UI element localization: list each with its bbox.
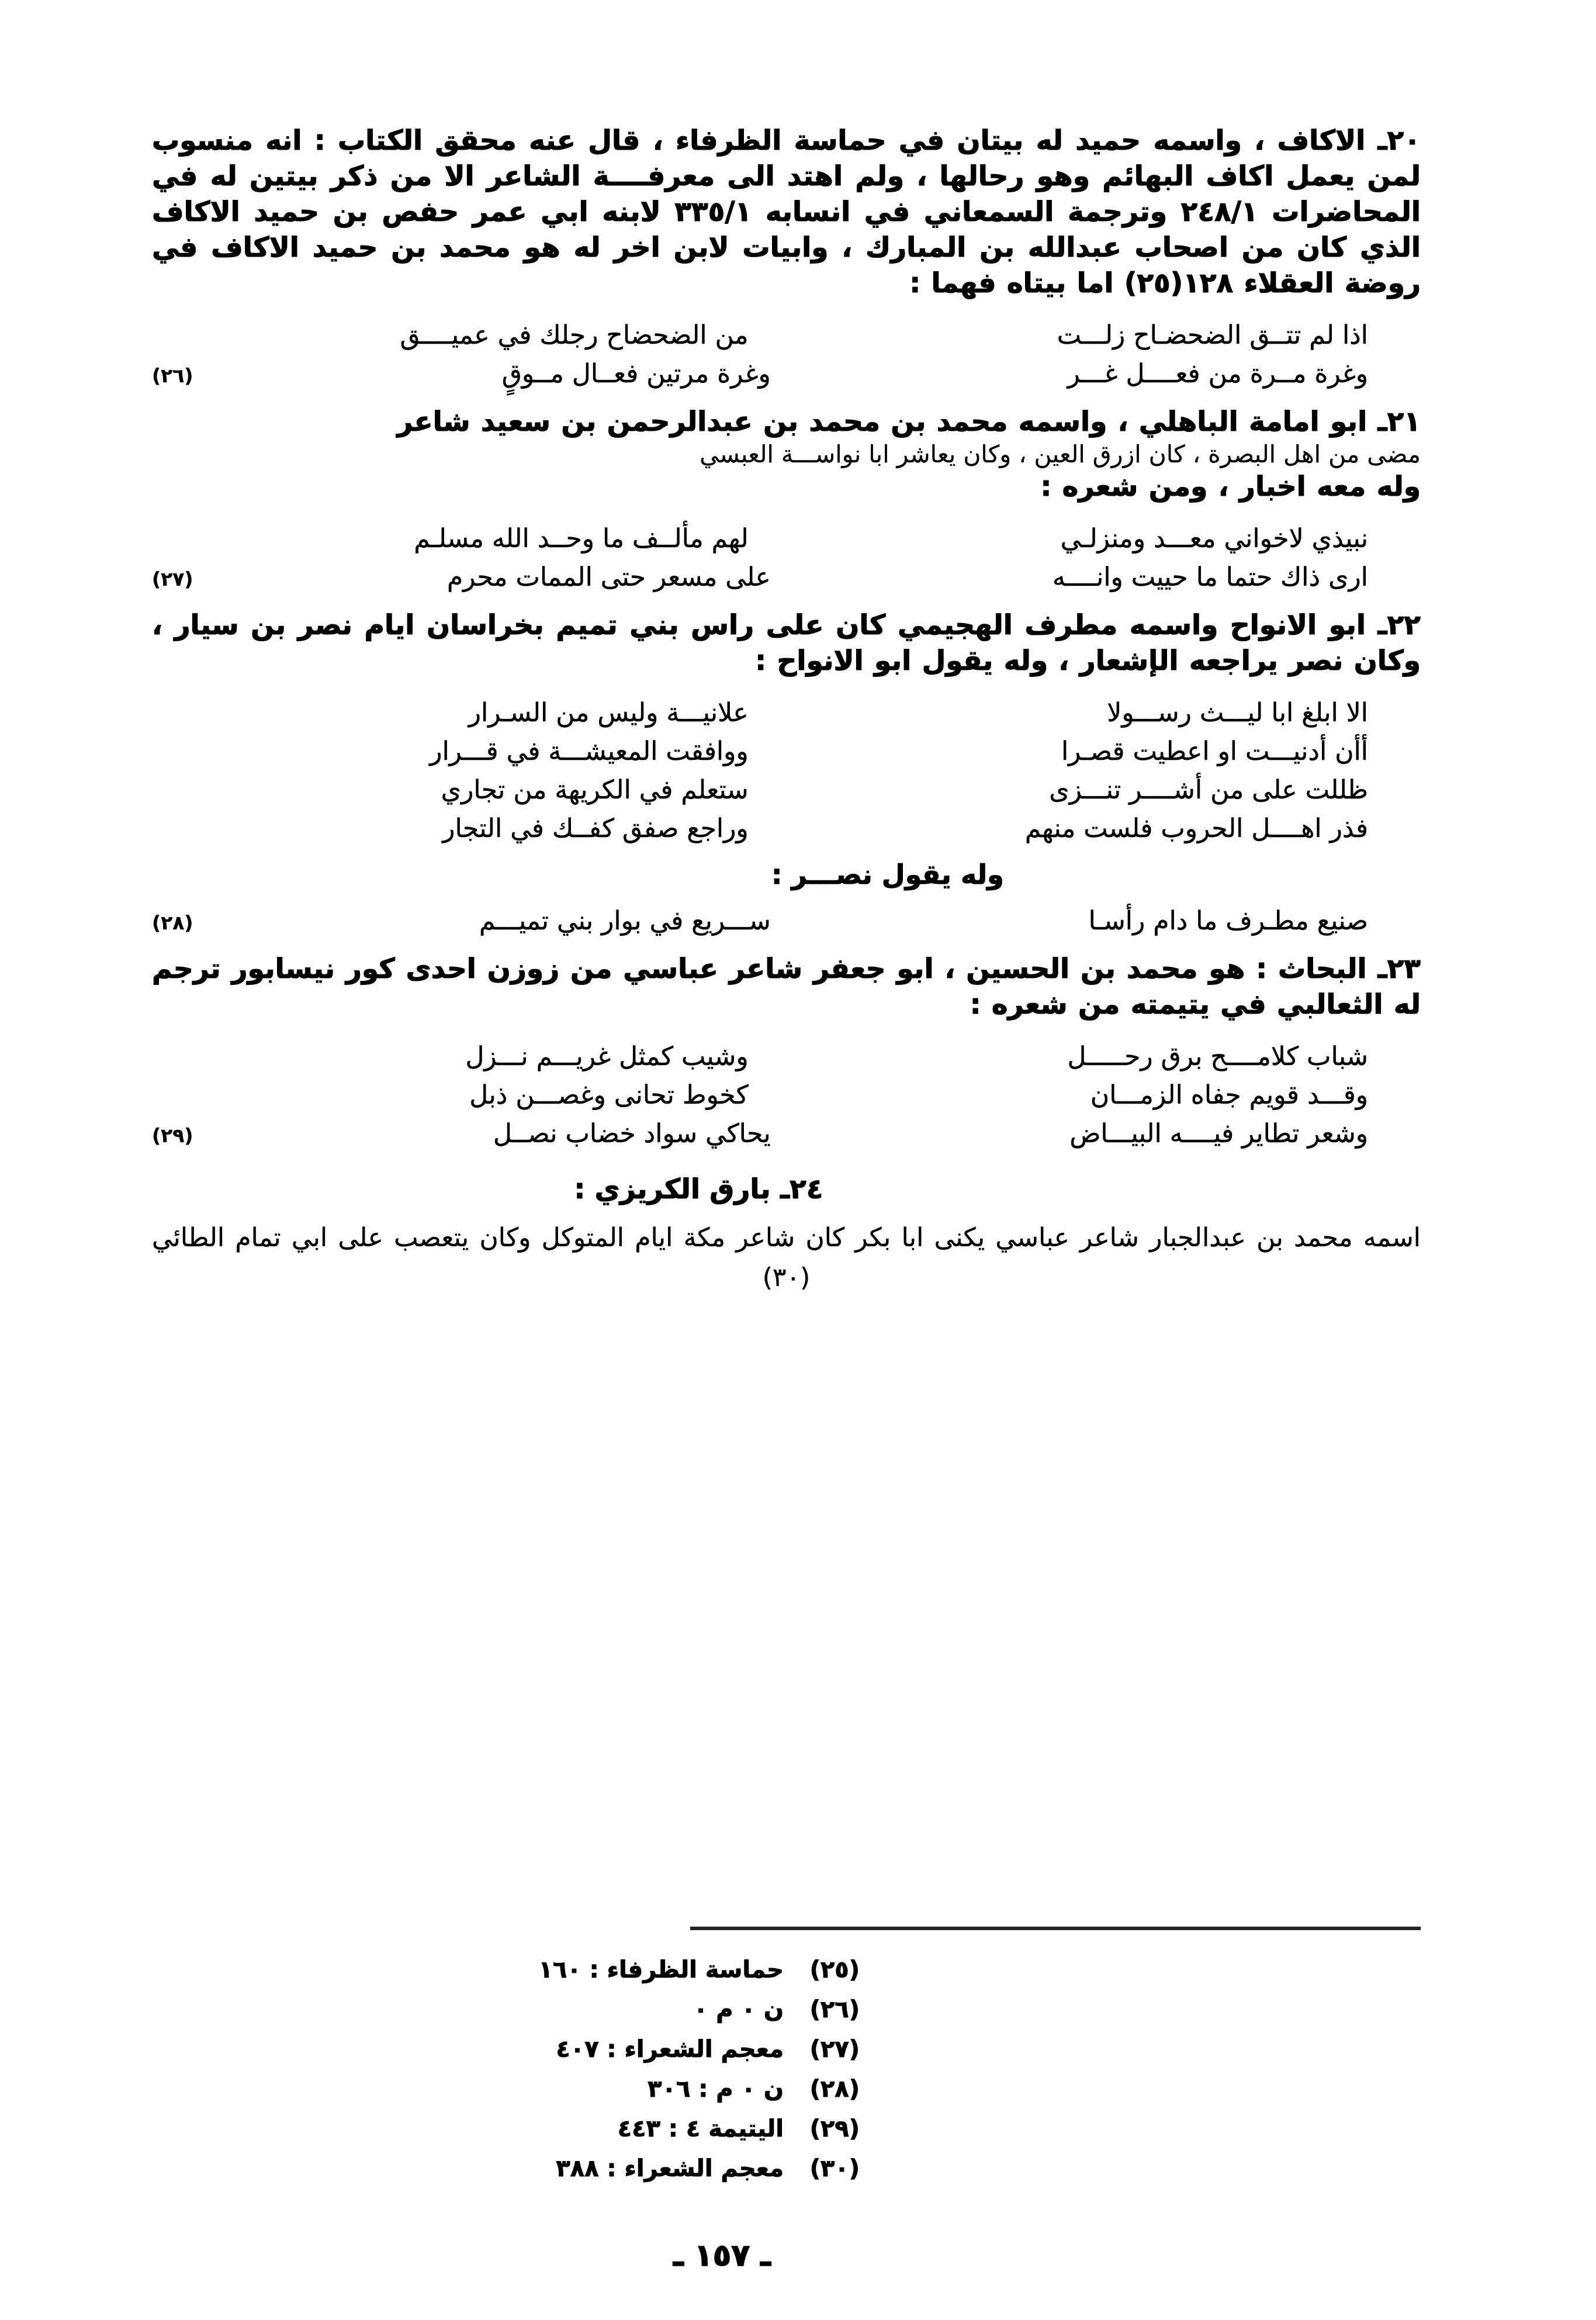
entry-21-poem [152, 520, 1421, 597]
entry-20-poem [152, 316, 1421, 393]
entry-22-heading: ٢٢ـ ابو الانواح واسمه مطرف الهجيمي كان على راس بني تميم بخراسان ايام نصر بن سيار ، وكان نصر يراجعه الإشعار ، وله يقول ابو الانواح : [152, 608, 1421, 677]
entry-24-paragraph: اسمه محمد بن عبدالجبار شاعر عباسي يكنى ابا بكر كان شاعر مكة ايام المتوكل وكان يتعصب على ابي تمام الطائي (٣٠) [152, 1223, 1421, 1293]
hemistich-second: ووافقت المعيشـــة في قـــرار [430, 737, 749, 767]
page-content-column [152, 123, 1421, 2238]
footnote-item [152, 2029, 1421, 2069]
verse-line [152, 771, 1421, 810]
footnote-number: (٢٩) [809, 2115, 860, 2142]
footnote-number: (٢٧) [809, 2036, 860, 2063]
hemistich-first: صنيع مطـرف ما دام رأسـا [1088, 906, 1368, 936]
verse-line [152, 1115, 1421, 1153]
entry-21 [152, 404, 1421, 596]
hemistich-first: أأن أدنيـــت او اعطيت قصـرا [1061, 737, 1368, 767]
hemistich-first: وشعر تطاير فيــــه البيـــاض [1069, 1119, 1368, 1149]
footnote-number: (٢٥) [809, 1956, 860, 1983]
entry-22-lead-in: وله يقول نصـــر : [771, 859, 1004, 891]
entry-23 [152, 951, 1421, 1153]
footnote-text: معجم الشعراء : ٤٠٧ [556, 2036, 784, 2063]
verse-line [152, 558, 1421, 597]
footnote-item [152, 2149, 1421, 2188]
hemistich-second: وشيب كمثل غريـــم نـــزل [465, 1042, 749, 1072]
hemistich-first: فذر اهــــل الحروب فلست منهم [1024, 814, 1368, 844]
footnote-ref: (٢٦) [152, 364, 193, 388]
entry-24 [152, 1173, 1421, 1298]
verse-line [152, 520, 1421, 558]
verse-line [152, 355, 1421, 393]
hemistich-second: يحاكي سواد خضاب نصــل [493, 1119, 771, 1149]
page-number: ـ ١٥٧ ـ [673, 2238, 771, 2273]
footnote-text: ن ٠ م : ٣٠٦ [648, 2076, 784, 2103]
entry-22-poem-second [152, 902, 1421, 941]
entry-20-heading: ٢٠ـ الاكاف ، واسمه حميد له بيتان في حماسة الظرفاء ، قال عنه محقق الكتاب : انه منسوب لمن يعمل اكاف البهائم وهو رحالها ، ولم اهتد الى معرفــــة الشاعر الا من ذكر بيتين له في المحاضرات ٢٤٨/١ وترجمة السمعاني في انسابه ٣٣٥/١ لابنه ابي عمر حفص بن حميد الاكاف الذي كان من اصحاب عبدالله بن المبارك ، وابيات لابن اخر له هو محمد بن حميد الاكاف في روضة العقلاء ١٢٨(٢٥) اما بيتاه فهما : [152, 125, 1421, 300]
hemistich-second: وراجع صفق كفــك في التجار [442, 814, 749, 844]
footnote-item [152, 2069, 1421, 2109]
verse-line [152, 902, 1421, 941]
footnote-ref: (٢٨) [152, 911, 193, 935]
footnote-number: (٢٨) [809, 2076, 860, 2103]
hemistich-first: الا ابلغ ابا ليـــث رســـولا [1107, 698, 1368, 728]
hemistich-first: ارى ذاك حتما ما حييت وانــــه [1052, 562, 1368, 592]
footnote-text: اليتيمة ٤ : ٤٤٣ [617, 2115, 784, 2142]
entry-21-heading: ٢١ـ ابو امامة الباهلي ، واسمه محمد بن محمد بن عبدالرحمن بن سعيد شاعر [397, 406, 1421, 438]
footnote-list [152, 1950, 1421, 2188]
entry-23-heading: ٢٣ـ البحاث : هو محمد بن الحسين ، ابو جعفر شاعر عباسي من زوزن احدى كور نيسابور ترجم له الثعالبي في يتيمته من شعره : [152, 953, 1421, 1021]
footnote-text: ن ٠ م ٠ [693, 1996, 784, 2023]
footnote-text: حماسة الظرفاء : ١٦٠ [538, 1956, 784, 1983]
entry-21-heading-tail: وله معه اخبار ، ومن شعره : [1040, 470, 1421, 503]
entry-20 [152, 123, 1421, 393]
entry-23-poem [152, 1038, 1421, 1153]
entry-21-faded-line: مضى من اهل البصرة ، كان ازرق العين ، وكان يعاشر ابا نواســـة العبسي [700, 440, 1421, 468]
footnotes-section [152, 1927, 1421, 2188]
footnote-item [152, 1950, 1421, 1990]
verse-line [152, 810, 1421, 848]
footnote-number: (٣٠) [809, 2155, 860, 2182]
footnote-text: معجم الشعراء : ٣٨٨ [556, 2155, 784, 2182]
hemistich-second: وغرة مرتين فعــال مــوقٍ [501, 359, 771, 389]
footnote-ref: (٢٧) [152, 567, 193, 590]
footnote-item [152, 2109, 1421, 2149]
hemistich-second: كخوط تحانى وغصـــن ذبل [469, 1080, 749, 1111]
footnote-separator-rule [690, 1927, 1421, 1930]
hemistich-first: اذا لم تتــق الضحضـاح زلـــت [1057, 320, 1368, 351]
hemistich-first: ظللت على من أشــــر تنـــزى [1049, 775, 1368, 805]
footnote-number: (٢٦) [809, 1996, 860, 2023]
hemistich-first: وقـــد قويم جفاه الزمـــان [1090, 1080, 1368, 1111]
entry-22-poem [152, 694, 1421, 848]
verse-line [152, 694, 1421, 732]
verse-line [152, 1038, 1421, 1076]
footnote-rule-wrapper [152, 1927, 1421, 1950]
entry-22 [152, 607, 1421, 941]
hemistich-second: علانيـــة وليس من السـرار [468, 698, 749, 728]
verse-line [152, 732, 1421, 771]
hemistich-second: على مسعر حتى الممات محرم [447, 562, 771, 592]
hemistich-first: شباب كلامــــح برق رحـــــل [1067, 1042, 1368, 1072]
hemistich-second: من الضحضاح رجلك في عميــــق [400, 320, 749, 351]
footnote-ref: (٢٩) [152, 1124, 193, 1147]
hemistich-second: ستعلم في الكريهة من تجاري [441, 775, 749, 805]
verse-line [152, 316, 1421, 355]
hemistich-second: لهم مألــف ما وحــد الله مسلـم [414, 523, 749, 554]
footnote-item [152, 1990, 1421, 2029]
hemistich-second: ســـريع في بوار بني تميـــم [479, 906, 771, 936]
hemistich-first: وغرة مــرة من فعــــل غـــر [1067, 359, 1368, 389]
verse-line [152, 1076, 1421, 1115]
entry-24-heading: ٢٤ـ بارق الكريزي : [574, 1173, 823, 1206]
hemistich-first: نبيذي لاخواني معـــد ومنزلـي [1060, 523, 1368, 554]
